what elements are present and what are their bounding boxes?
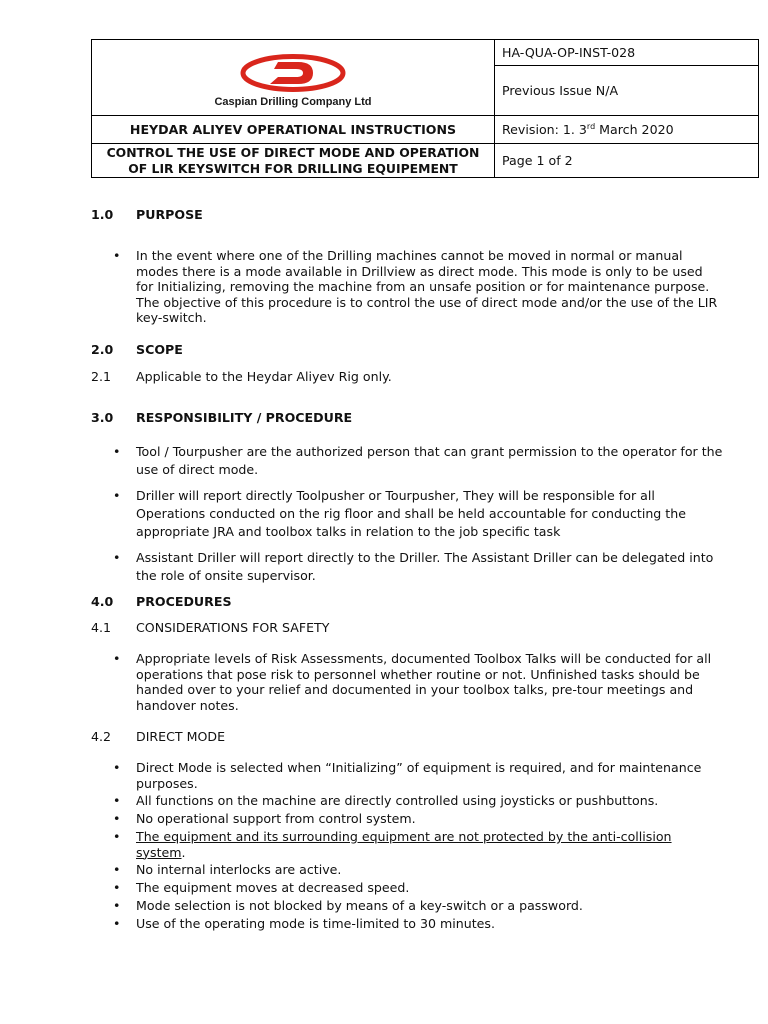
doc-subtitle	[92, 144, 495, 178]
doc-code: HA-QUA-OP-INST-028	[495, 40, 759, 66]
list-item: • Mode selection is not blocked by means of a key-switch or a password.	[113, 898, 583, 913]
item-2-1-number: 2.1	[91, 369, 112, 384]
item-4-1-number: 4.1	[91, 620, 112, 635]
section-1-title: PURPOSE	[136, 207, 203, 222]
item-4-2-title: DIRECT MODE	[136, 729, 226, 744]
section-2-title: SCOPE	[136, 342, 183, 357]
revision	[495, 116, 759, 144]
list-item: • Driller will report directly Toolpusher or Tourpusher, They will be responsible for all Operations conducted on the rig floor and shall be held accountable for conducting the appropriate JRA and toolbox talks in relation to the job specific task	[113, 488, 686, 539]
cdc-logo-icon	[240, 54, 346, 92]
company-name: Caspian Drilling Company Ltd	[214, 96, 372, 108]
list-item: • All functions on the machine are directly controlled using joysticks or pushbuttons.	[113, 793, 659, 808]
revision-sup: rd	[586, 121, 596, 131]
revision-prefix: Revision: 1. 3	[502, 122, 587, 137]
list-item: • Assistant Driller will report directly to the Driller. The Assistant Driller can be delegated into the role of onsite supervisor.	[113, 550, 714, 583]
previous-issue: Previous Issue N/A	[495, 66, 759, 116]
section-4-number: 4.0	[91, 594, 114, 609]
company-logo	[92, 54, 494, 108]
subtitle-line-1: CONTROL THE USE OF DIRECT MODE AND OPERATION	[106, 144, 480, 160]
list-item: • Tool / Tourpusher are the authorized person that can grant permission to the operator for the use of direct mode.	[113, 444, 723, 477]
list-item: • The equipment moves at decreased speed.	[113, 880, 410, 895]
item-2-1-text: Applicable to the Heydar Aliyev Rig only.	[136, 369, 392, 384]
section-3-number: 3.0	[91, 410, 114, 425]
revision-suffix: March 2020	[595, 122, 674, 137]
underlined-text: The equipment and its surrounding equipment are not protected by the anti-collision system	[136, 829, 672, 860]
item-4-2-number: 4.2	[91, 729, 112, 744]
doc-title: HEYDAR ALIYEV OPERATIONAL INSTRUCTIONS	[92, 116, 495, 144]
list-item: • Direct Mode is selected when “Initializing” of equipment is required, and for maintenance purposes.	[113, 760, 702, 791]
list-item: • The equipment and its surrounding equipment are not protected by the anti-collision system.	[113, 829, 672, 860]
section-1-number: 1.0	[91, 207, 114, 222]
list-item: • In the event where one of the Drilling machines cannot be moved in normal or manual modes there is a mode available in Drillview as direct mode. This mode is only to be used for Initializing, removing the machine from an unsafe position or for maintenance purpose. The objective of this procedure is to control the use of direct mode and/or the use of the LIR key-switch.	[113, 248, 718, 325]
item-4-1-title: CONSIDERATIONS FOR SAFETY	[136, 620, 330, 635]
section-4-title: PROCEDURES	[136, 594, 232, 609]
list-item: • No operational support from control system.	[113, 811, 416, 826]
list-item: • Use of the operating mode is time-limited to 30 minutes.	[113, 916, 495, 931]
document-header-table	[91, 39, 759, 178]
subtitle-line-2: OF LIR KEYSWITCH FOR DRILLING EQUIPEMENT	[128, 160, 458, 176]
list-item: • No internal interlocks are active.	[113, 862, 342, 877]
section-3-title: RESPONSIBILITY / PROCEDURE	[136, 410, 353, 425]
logo-cell	[92, 40, 495, 116]
section-2-number: 2.0	[91, 342, 114, 357]
page-number: Page 1 of 2	[495, 144, 759, 178]
list-item: • Appropriate levels of Risk Assessments, documented Toolbox Talks will be conducted for all operations that pose risk to personnel whether routine or not. Unfinished tasks should be handed over to your relief and documented in your toolbox talks, pre-tour meetings and handover notes.	[113, 651, 712, 713]
